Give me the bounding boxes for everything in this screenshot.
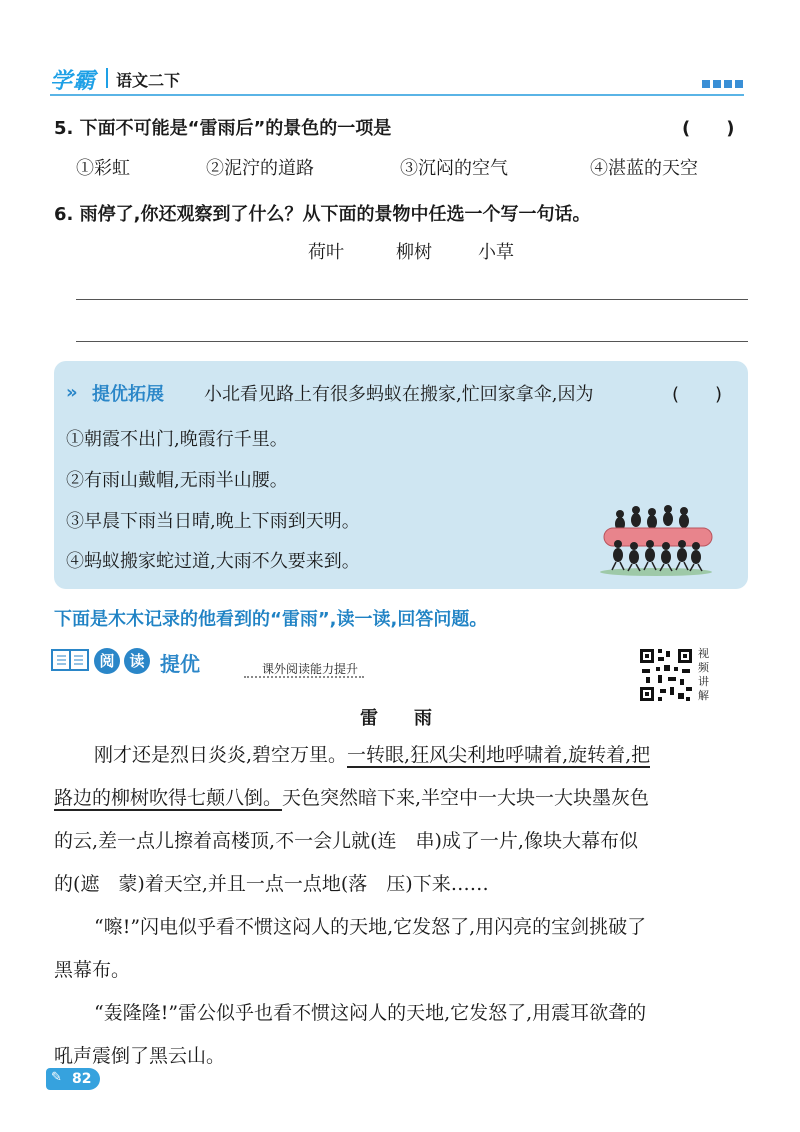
ants-carrying-log-illustration [596,500,716,576]
passage-p1-b: 天色突然暗下来,半空中一大块一大块墨灰色 [282,787,650,809]
passage-line-3: 的云,差一点儿擦着高楼顶,不一会儿就(连 串)成了一片,像块大幕布似 [54,830,638,852]
q5-option-2: ②泥泞的道路 [206,158,314,179]
passage-underline-2: 路边的柳树吹得七颠八倒。 [54,787,283,809]
question-5: 5. 下面不可能是“雷雨后”的景色的一项是 [54,118,392,139]
passage-p1-a: 刚才还是烈日炎炎,碧空万里。 [94,744,348,766]
passage-p3-line-1: “轰隆隆!”雷公似乎也看不惯这闷人的天地,它发怒了,用震耳欲聋的 [94,1002,647,1024]
answer-line-1[interactable] [76,299,748,300]
reading-badge-1: 阅 [94,648,120,674]
passage-underline-1: 一转眼,狂风尖利地呼啸着,旋转着,把 [347,744,651,766]
passage-p2-line-2: 黑幕布。 [54,959,131,981]
question-5-answer-paren[interactable]: ( ) [682,118,735,139]
header-rule [50,94,744,96]
expand-option-2: ②有雨山戴帽,无雨半山腰。 [66,470,288,491]
brand-separator [106,68,108,88]
reading-label: 提优 [160,652,200,676]
chevron-right-icon: » [66,382,78,403]
q6-choice-willow: 柳树 [396,242,432,263]
passage-title: 雷 雨 [360,708,432,729]
passage-line-4: 的(遮 蒙)着天空,并且一点一点地(落 压)下来…… [54,873,489,895]
brand-logo: 学霸 [50,69,97,94]
reading-badge-2: 读 [124,648,150,674]
q5-option-1: ①彩虹 [76,158,130,179]
expand-title: 提优拓展 [92,384,164,405]
passage-p2-line-1: “嚓!”闪电似乎看不惯这闷人的天地,它发怒了,用闪亮的宝剑挑破了 [94,916,647,938]
q6-choice-grass: 小草 [478,242,514,263]
qr-code-icon[interactable] [638,647,694,703]
expand-answer-paren[interactable]: ( ) [672,384,723,405]
expand-option-4: ④蚂蚁搬家蛇过道,大雨不久要来到。 [66,551,360,572]
pencil-icon: ✎ [51,1070,62,1085]
header-squares [702,80,743,88]
question-6: 6. 雨停了,你还观察到了什么？从下面的景物中任选一个写一句话。 [54,204,591,225]
reading-intro: 下面是木木记录的他看到的“雷雨”,读一读,回答问题。 [54,609,488,630]
page-number: 82 [72,1071,92,1087]
subject-title: 语文二下 [116,71,181,90]
expand-question: 小北看见路上有很多蚂蚁在搬家,忙回家拿伞,因为 [204,384,594,405]
passage-p3-line-2: 吼声震倒了黑云山。 [54,1045,226,1067]
reading-subtitle: 课外阅读能力提升 [262,662,359,676]
q6-choice-lotus: 荷叶 [308,242,344,263]
q5-option-4: ④湛蓝的天空 [590,158,698,179]
answer-line-2[interactable] [76,341,748,342]
q5-option-3: ③沉闷的空气 [400,158,508,179]
reading-dotted-line [244,676,364,678]
page-number-badge [46,1068,100,1090]
passage-line-1 [94,734,650,777]
qr-video-label: 视频讲解 [698,647,709,702]
passage-line-2 [54,777,649,820]
expand-option-3: ③早晨下雨当日晴,晚上下雨到天明。 [66,511,360,532]
expand-option-1: ①朝霞不出门,晚霞行千里。 [66,429,288,450]
book-icon [50,648,90,672]
